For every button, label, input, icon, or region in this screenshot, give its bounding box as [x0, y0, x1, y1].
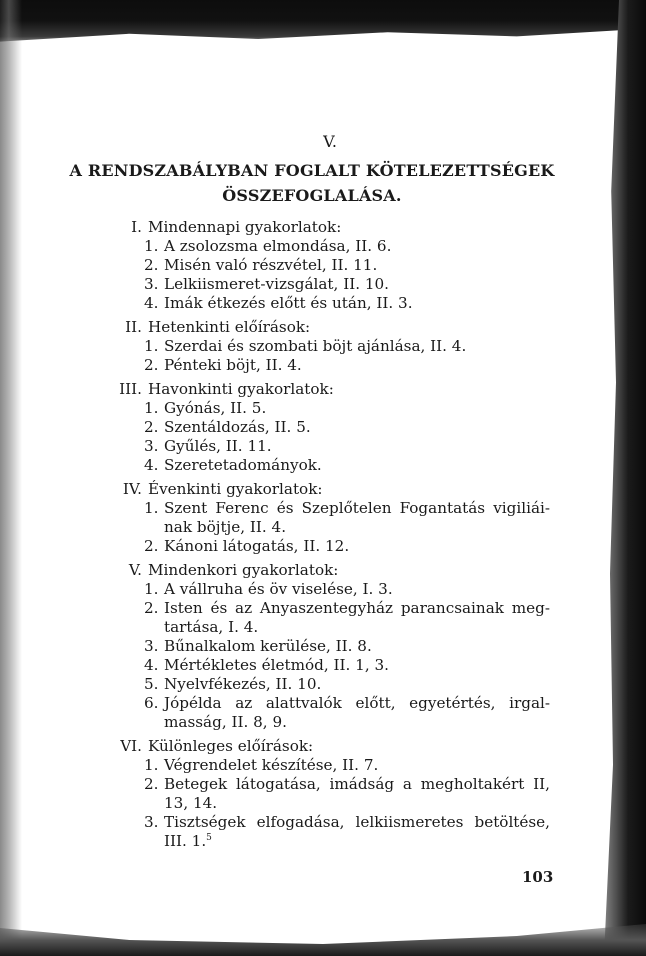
item-number: 3. [144, 637, 159, 655]
section [110, 561, 550, 732]
section-number: VI. [120, 737, 142, 755]
item-number: 2. [144, 775, 159, 793]
chapter-number: V. [323, 132, 337, 151]
scan-edge-top [0, 0, 646, 52]
list-item [110, 537, 550, 556]
section-label: Hetenkinti előírások: [148, 318, 311, 336]
item-number: 1. [144, 237, 159, 255]
item-text: A vállruha és öv viselése, I. 3. [164, 580, 393, 598]
item-number: 1. [144, 580, 159, 598]
item-number: 2. [144, 356, 159, 374]
item-text: Szeretetadományok. [164, 456, 322, 474]
item-text: Mértékletes életmód, II. 1, 3. [164, 656, 389, 674]
section-number: IV. [122, 480, 142, 498]
item-text: Isten és az Anyaszentegyház parancsainak meg- tartása, I. 4. [164, 599, 550, 636]
page-number: 103 [522, 868, 554, 886]
item-text: Betegek látogatása, imádság a megholtakért II, 13, 14. [164, 775, 550, 812]
section-label: Különleges előírások: [148, 737, 314, 755]
list-item [110, 456, 550, 475]
list-item [110, 275, 550, 294]
item-number: 1. [144, 756, 159, 774]
list-item [110, 775, 550, 813]
list-item [110, 437, 550, 456]
item-number: 4. [144, 656, 159, 674]
item-text: A zsolozsma elmondása, II. 6. [164, 237, 392, 255]
item-number: 4. [144, 294, 159, 312]
item-text: Imák étkezés előtt és után, II. 3. [164, 294, 413, 312]
item-number: 4. [144, 456, 159, 474]
list-item [110, 418, 550, 437]
item-number: 3. [144, 813, 159, 831]
item-text: Misén való részvétel, II. 11. [164, 256, 378, 274]
section-label: Havonkinti gyakorlatok: [148, 380, 334, 398]
scan-edge-left [0, 0, 22, 956]
list-item [110, 237, 550, 256]
item-text: Kánoni látogatás, II. 12. [164, 537, 350, 555]
section-number: III. [119, 380, 142, 398]
item-number: 1. [144, 499, 159, 517]
section-label: Évenkinti gyakorlatok: [148, 480, 323, 498]
item-text: Bűnalkalom kerülése, II. 8. [164, 637, 372, 655]
item-text: Lelkiismeret-vizsgálat, II. 10. [164, 275, 390, 293]
list-item [110, 813, 550, 851]
item-number: 2. [144, 599, 159, 617]
item-text: Nyelvfékezés, II. 10. [164, 675, 322, 693]
list-item [110, 756, 550, 775]
item-number: 6. [144, 694, 159, 712]
section [110, 318, 550, 375]
list-item [110, 294, 550, 313]
list-item [110, 256, 550, 275]
item-text: Pénteki böjt, II. 4. [164, 356, 302, 374]
item-number: 1. [144, 399, 159, 417]
list-item [110, 337, 550, 356]
section [110, 480, 550, 556]
item-text: Gyónás, II. 5. [164, 399, 267, 417]
list-item [110, 694, 550, 732]
list-item [110, 675, 550, 694]
item-number: 5. [144, 675, 159, 693]
item-text [164, 813, 550, 851]
list-item [110, 599, 550, 637]
item-text: Szent Ferenc és Szeplőtelen Fogantatás vigiliái- nak böjtje, II. 4. [164, 499, 550, 536]
chapter-title-line: ÖSSZEFOGLALÁSA. [222, 186, 402, 205]
footnote-marker: 5 [206, 832, 212, 843]
item-text: Gyűlés, II. 11. [164, 437, 272, 455]
item-number: 2. [144, 256, 159, 274]
item-number: 2. [144, 418, 159, 436]
section [110, 380, 550, 475]
section-label: Mindennapi gyakorlatok: [148, 218, 342, 236]
list-item [110, 499, 550, 537]
item-text: Szentáldozás, II. 5. [164, 418, 311, 436]
summary-list [110, 218, 550, 856]
list-item [110, 637, 550, 656]
item-text: Jópélda az alattvalók előtt, egyetértés, irgal- masság, II. 8, 9. [164, 694, 550, 731]
section [110, 737, 550, 851]
list-item [110, 399, 550, 418]
scan-edge-right [586, 0, 646, 956]
item-text-body: Tisztségek elfogadása, lelkiismeretes betöltése, III. 1. [164, 813, 550, 850]
section [110, 218, 550, 313]
item-number: 1. [144, 337, 159, 355]
item-number: 3. [144, 275, 159, 293]
list-item [110, 356, 550, 375]
item-text: Végrendelet készítése, II. 7. [164, 756, 379, 774]
scan-edge-bottom [0, 916, 646, 956]
chapter-title-line: A RENDSZABÁLYBAN FOGLALT KÖTELEZETTSÉGEK [69, 161, 555, 180]
item-number: 2. [144, 537, 159, 555]
item-text: Szerdai és szombati böjt ajánlása, II. 4. [164, 337, 467, 355]
list-item [110, 656, 550, 675]
section-number: I. [131, 218, 142, 236]
section-number: II. [125, 318, 142, 336]
section-label: Mindenkori gyakorlatok: [148, 561, 339, 579]
section-number: V. [128, 561, 142, 579]
item-number: 3. [144, 437, 159, 455]
chapter-title [62, 158, 562, 208]
list-item [110, 580, 550, 599]
